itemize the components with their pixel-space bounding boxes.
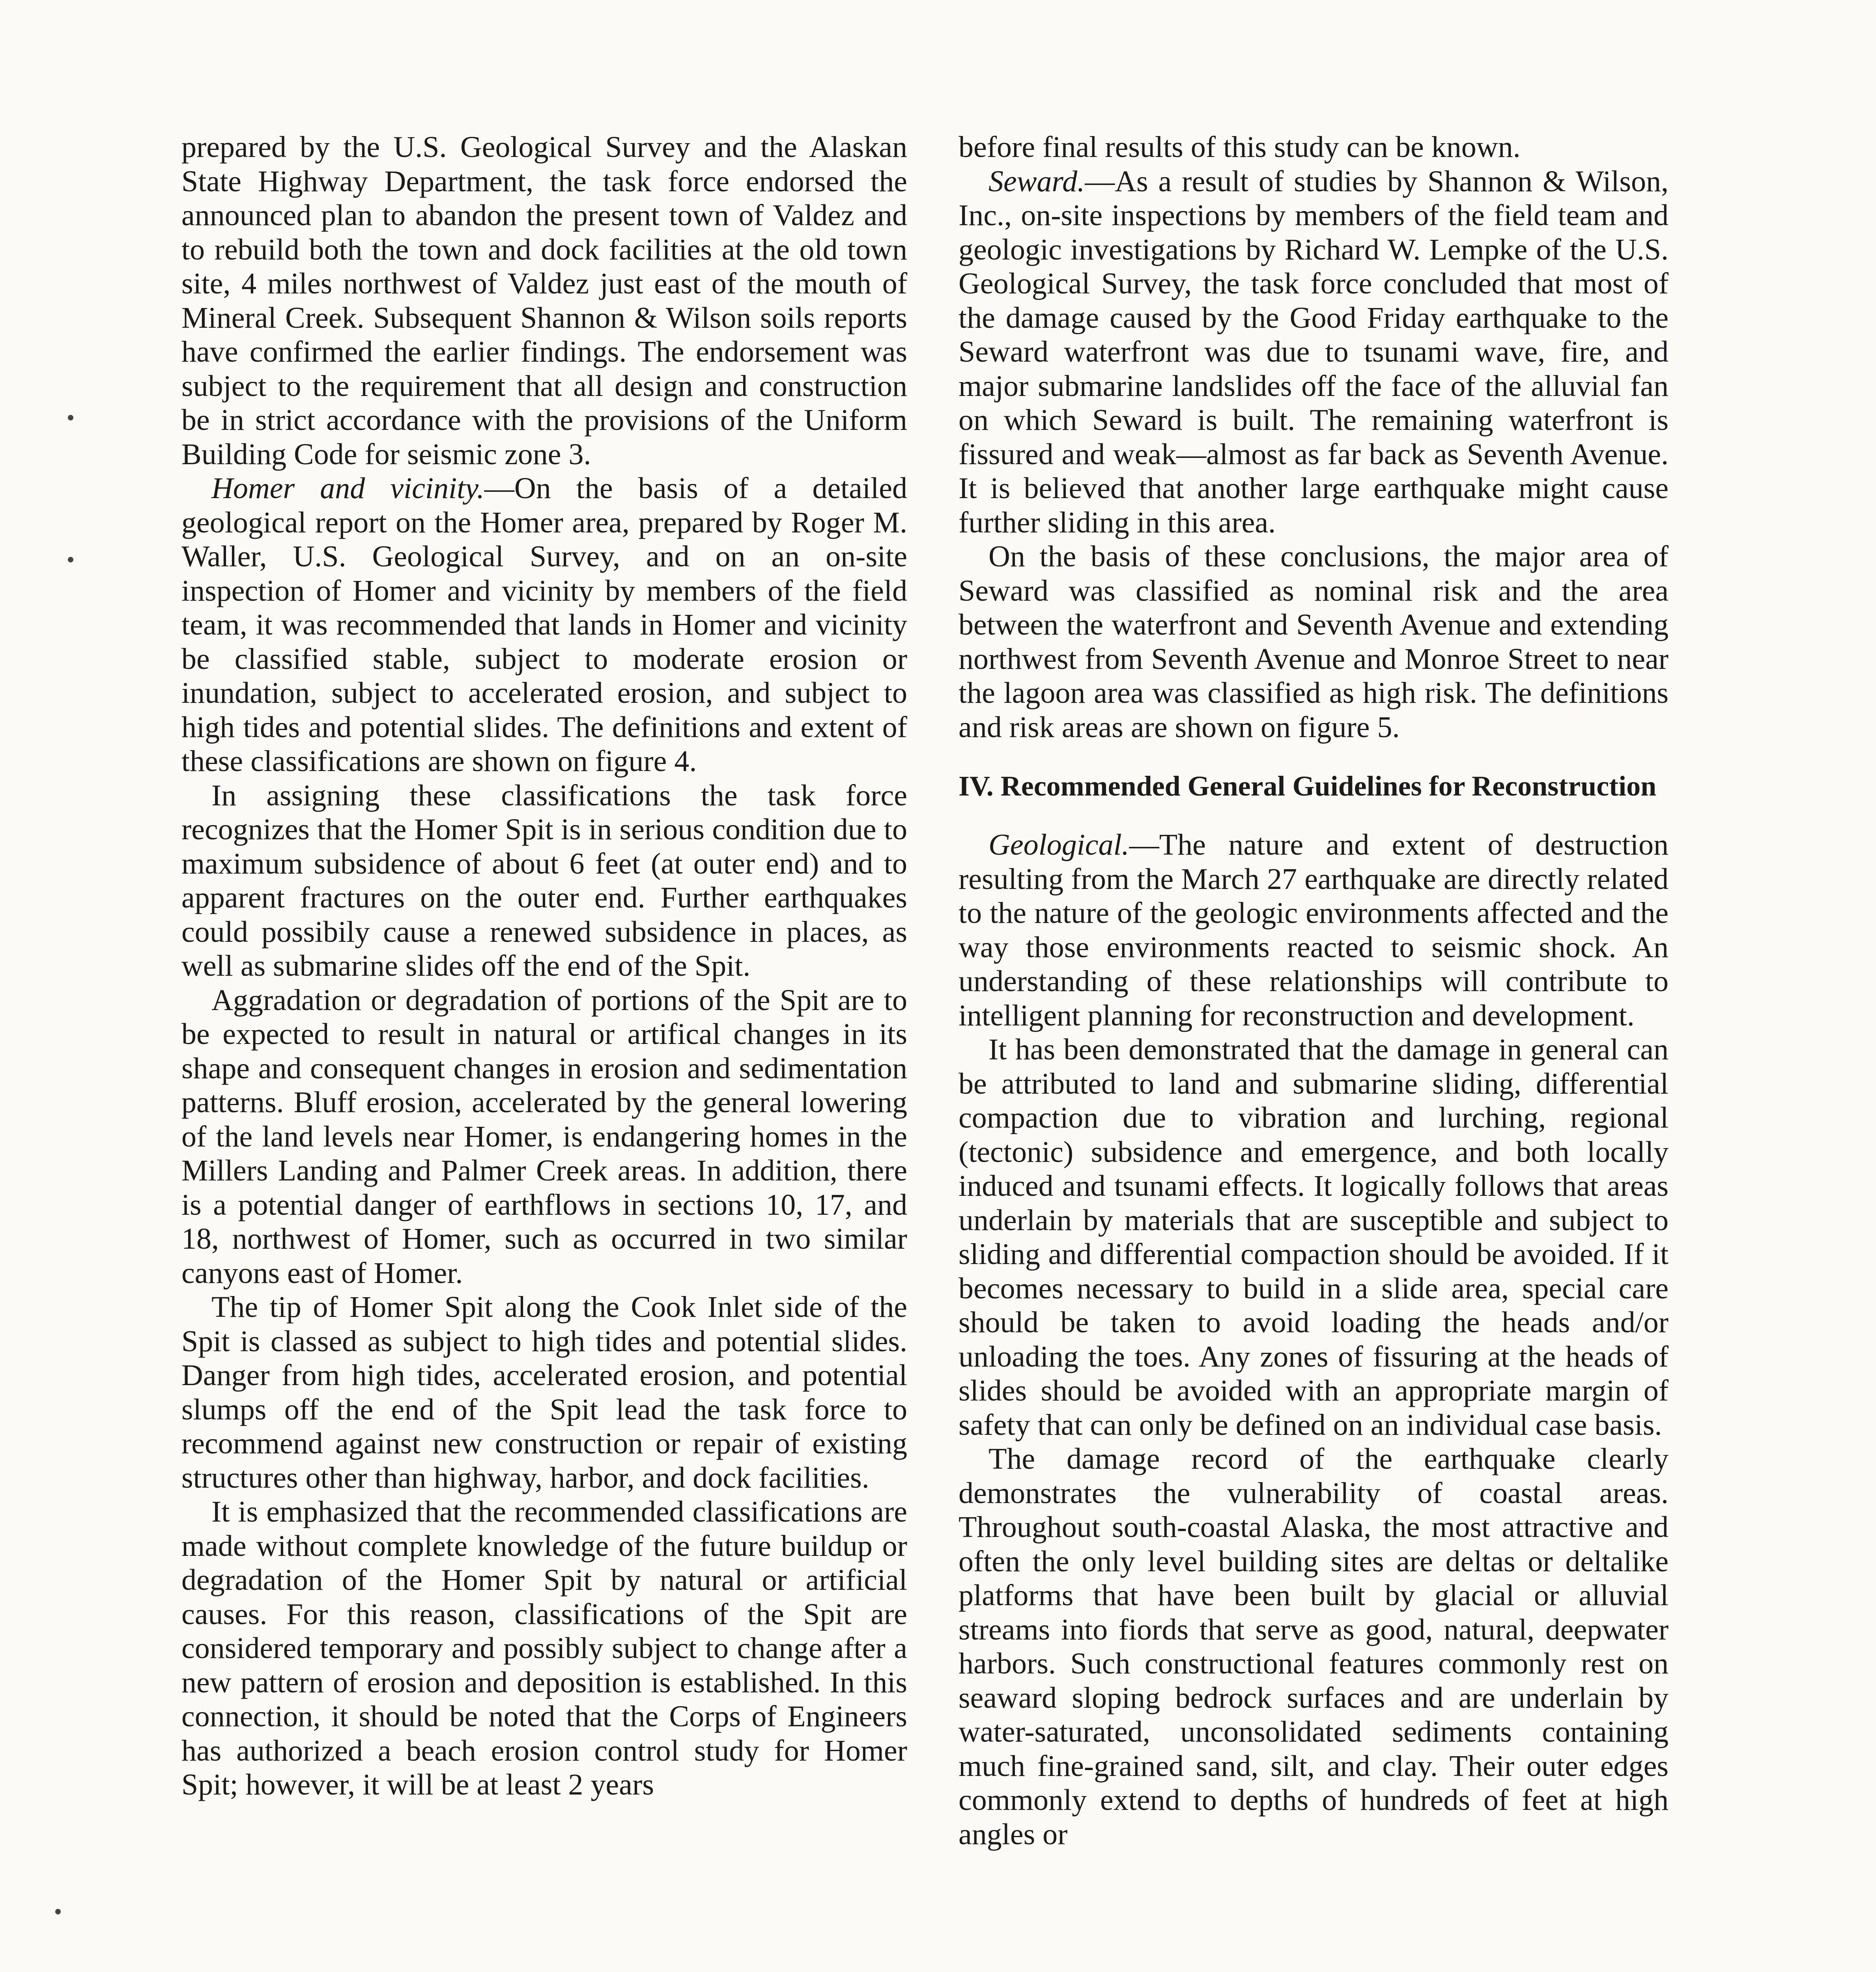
paragraph-homer-vicinity [181,471,907,779]
paragraph-geological [959,828,1669,1033]
paragraph-classification-note: It is emphasized that the recommended classifications are made without complete knowledge of the future buildup or degradation of the Homer Spit by natural or artificial causes. For this reason, classifications of the Spit are considered temporary and possibly subject to change after a new pattern of erosion and deposition is established. In this connection, it should be noted that the Corps of Engineers has authorized a beach erosion control study for Homer Spit; however, it will be at least 2 years [181,1495,907,1801]
run-in-heading-seward: Seward. [988,164,1085,198]
paragraph-body: —The nature and extent of destruction resulting from the March 27 earthquake are directly related to the nature of the geologic environments affected and the way those environments reacted to seismic shock. An understanding of these relationships will contribute to intelligent planning for reconstruction and development. [959,828,1669,1032]
paragraph-homer-spit-condition: In assigning these classifications the task force recognizes that the Homer Spit is in serious condition due to maximum subsidence of about 6 feet (at outer end) and to apparent fractures on the outer end. Further earthquakes could possibily cause a renewed subsidence in places, as well as submarine slides off the end of the Spit. [181,779,907,982]
paragraph-body: —As a result of studies by Shannon & Wilson, Inc., on-site inspections by members of the field team and geologic investigations by Richard W. Lempke of the U.S. Geological Survey, the task force concluded that most of the damage caused by the Good Friday earthquake to the Seward waterfront was due to tsunami wave, fire, and major submarine landslides off the face of the alluvial fan on which Seward is built. The remaining waterfront is fissured and weak—almost as far back as Seventh Avenue. It is believed that another large earthquake might cause further sliding in this area. [959,164,1669,539]
run-in-heading-geological: Geological. [988,828,1129,861]
paragraph-spit-tip: The tip of Homer Spit along the Cook Inlet side of the Spit is classed as subject to high tides and potential slides. Danger from high tides, accelerated erosion, and potential slumps off the end of the Spit lead the task force to recommend against new construction or repair of existing structures other than highway, harbor, and dock facilities. [181,1290,907,1494]
paragraph-damage-attribution: It has been demonstrated that the damage in general can be attributed to land and submarine sliding, differential compaction due to vibration and lurching, regional (tectonic) subsidence and emergence, and both locally induced and tsunami effects. It logically follows that areas underlain by materials that are susceptible and subject to sliding and differential compaction should be avoided. If it becomes necessary to build in a slide area, special care should be taken to avoid loading the heads and/or unloading the toes. Any zones of fissuring at the heads of slides should be avoided with an appropriate margin of safety that can only be defined on an individual case basis. [959,1033,1669,1442]
run-in-heading-homer: Homer and vicinity. [211,472,484,505]
paragraph-body: —On the basis of a detailed geological report on the Homer area, prepared by Roger M. Waller, U.S. Geological Survey, and on an on-site inspection of Homer and vicinity by members of the field team, it was recommended that lands in Homer and vicinity be classified stable, subject to moderate erosion or inundation, subject to accelerated erosion, and subject to high tides and potential slides. The definitions and extent of these classifications are shown on figure 4. [181,472,907,778]
margin-mark [68,415,73,420]
paragraph-aggradation: Aggradation or degradation of portions of the Spit are to be expected to result in natural or artifical changes in its shape and consequent changes in erosion and sedimentation patterns. Bluff erosion, accelerated by the general lowering of the land levels near Homer, is endangering homes in the Millers Landing and Palmer Creek areas. In addition, there is a potential danger of earthflows in sections 10, 17, and 18, northwest of Homer, such as occurred in two similar canyons east of Homer. [181,983,907,1290]
paragraph-homer-continued: before final results of this study can be known. [959,131,1521,164]
paragraph-coastal-vulnerability: The damage record of the earthquake clearly demonstrates the vulnerability of coastal areas. Throughout south-coastal Alaska, the most attractive and often the only level building sites are deltas or deltalike platforms that have been built by glacial or alluvial streams into fiords that serve as good, natural, deepwater harbors. Such constructional features commonly rest on seaward sloping bedrock surfaces and are underlain by water-saturated, unconsolidated sediments containing much fine-grained sand, silt, and clay. Their outer edges commonly extend to depths of hundreds of feet at high angles or [959,1442,1669,1851]
margin-mark [68,557,73,562]
paragraph-seward [959,164,1669,540]
margin-mark [55,1909,61,1914]
paragraph-valdez-continued: prepared by the U.S. Geological Survey and the Alaskan State Highway Department, the task force endorsed the announced plan to abandon the present town of Valdez and to rebuild both the town and dock facilities at the old town site, 4 miles northwest of Valdez just east of the mouth of Mineral Creek. Subsequent Shannon & Wilson soils reports have confirmed the earlier findings. The endorsement was subject to the requirement that all design and construction be in strict accordance with the provisions of the Uniform Building Code for seismic zone 3. [181,131,907,471]
section-heading: IV. Recommended General Guidelines for Reconstruction [959,770,1657,802]
left-column [181,130,907,1802]
paragraph-seward-classification: On the basis of these conclusions, the major area of Seward was classified as nominal risk and the area between the waterfront and Seventh Avenue and extending northwest from Seventh Avenue and Monroe Street to near the lagoon area was classified as high risk. The definitions and risk areas are shown on figure 5. [959,540,1669,744]
right-column [959,130,1669,1851]
